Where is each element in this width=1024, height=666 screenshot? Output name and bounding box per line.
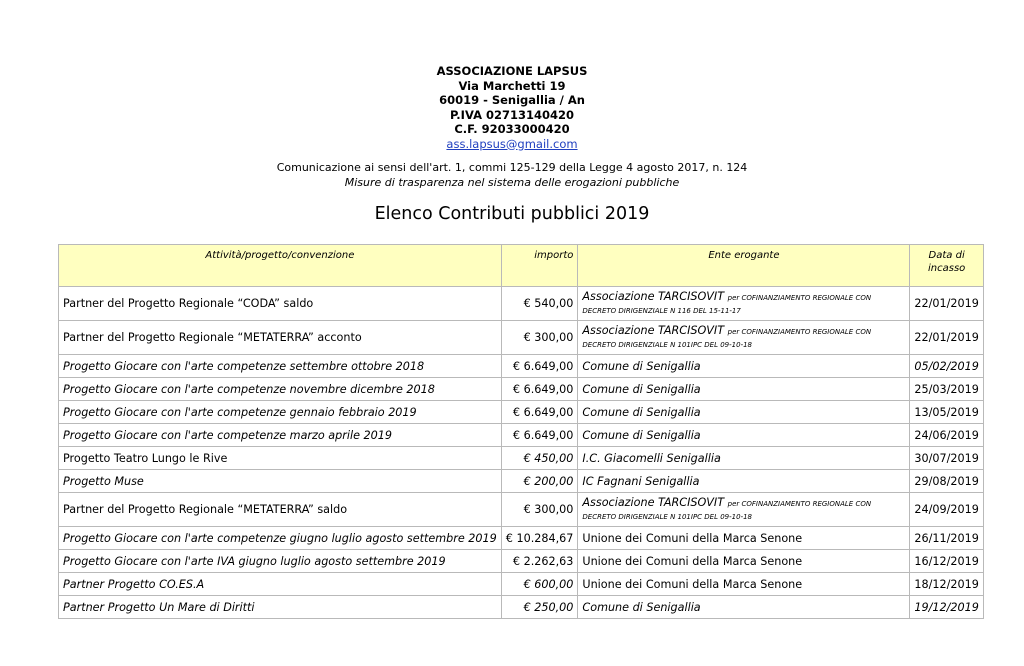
table-row: [59, 470, 984, 493]
org-email-link[interactable]: ass.lapsus@gmail.com: [446, 136, 578, 151]
cell-amount: € 200,00: [501, 470, 578, 493]
cell-date: 22/01/2019: [910, 321, 983, 355]
communication-subline: Misure di trasparenza nel sistema delle erogazioni pubbliche: [344, 176, 680, 189]
org-street: Via Marchetti 19: [458, 78, 566, 93]
cell-date: 05/02/2019: [910, 355, 983, 378]
cell-date: 25/03/2019: [910, 378, 983, 401]
organization-header: [0, 64, 1024, 151]
cell-activity: Partner del Progetto Regionale “METATERRA” acconto: [59, 321, 502, 355]
entity-note: DECRETO DIRIGENZIALE N 101IPC DEL 09-10-18: [582, 512, 752, 521]
cell-date: 19/12/2019: [910, 596, 983, 619]
header-date: [910, 245, 983, 287]
cell-entity: Unione dei Comuni della Marca Senone: [578, 550, 910, 573]
header-activity: Attività/progetto/convenzione: [59, 245, 502, 287]
cell-amount: € 540,00: [501, 287, 578, 321]
cell-entity: Comune di Senigallia: [578, 424, 910, 447]
cell-date: 29/08/2019: [910, 470, 983, 493]
cell-amount: € 300,00: [501, 321, 578, 355]
cell-date: 30/07/2019: [910, 447, 983, 470]
table-row: [59, 493, 984, 527]
cell-amount: € 450,00: [501, 447, 578, 470]
org-city: 60019 - Senigallia / An: [439, 93, 585, 107]
cell-date: 24/06/2019: [910, 424, 983, 447]
cell-date: 18/12/2019: [910, 573, 983, 596]
cell-entity: I.C. Giacomelli Senigallia: [578, 447, 910, 470]
header-entity: Ente erogante: [578, 245, 910, 287]
cell-date: 26/11/2019: [910, 527, 983, 550]
entity-note: DECRETO DIRIGENZIALE N 116 DEL 15-11-17: [582, 306, 741, 315]
entity-name: Associazione TARCISOVIT: [582, 323, 725, 337]
table-row: [59, 596, 984, 619]
header-date-line2: incasso: [928, 263, 966, 274]
cell-entity: IC Fagnani Senigallia: [578, 470, 910, 493]
table-row: [59, 401, 984, 424]
cell-activity: Progetto Teatro Lungo le Rive: [59, 447, 502, 470]
cell-amount: € 6.649,00: [501, 424, 578, 447]
contributions-table: [58, 244, 984, 619]
cell-activity: Progetto Giocare con l'arte IVA giugno luglio agosto settembre 2019: [59, 550, 502, 573]
table-row: [59, 424, 984, 447]
cell-activity: Progetto Giocare con l'arte competenze novembre dicembre 2018: [59, 378, 502, 401]
cell-activity: Partner Progetto Un Mare di Diritti: [59, 596, 502, 619]
cell-activity: Partner del Progetto Regionale “CODA” saldo: [59, 287, 502, 321]
cell-activity: Progetto Giocare con l'arte competenze marzo aprile 2019: [59, 424, 502, 447]
cell-entity: Comune di Senigallia: [578, 355, 910, 378]
page-title: Elenco Contributi pubblici 2019: [374, 204, 650, 224]
communication-line: Comunicazione ai sensi dell'art. 1, commi 125-129 della Legge 4 agosto 2017, n. 124: [276, 161, 748, 174]
header-date-line1: Data di: [928, 250, 965, 261]
org-name: ASSOCIAZIONE LAPSUS: [436, 64, 588, 78]
entity-note: per COFINANZIAMENTO REGIONALE CON: [727, 499, 872, 508]
entity-note: per COFINANZIAMENTO REGIONALE CON: [727, 327, 872, 336]
table-row: [59, 355, 984, 378]
entity-name: Associazione TARCISOVIT: [582, 495, 725, 509]
communication-note: [0, 160, 1024, 190]
cell-amount: € 600,00: [501, 573, 578, 596]
cell-entity: [578, 493, 910, 527]
table-row: [59, 321, 984, 355]
cell-entity: [578, 287, 910, 321]
cell-entity: Unione dei Comuni della Marca Senone: [578, 527, 910, 550]
cell-activity: Progetto Giocare con l'arte competenze giugno luglio agosto settembre 2019: [59, 527, 502, 550]
cell-entity: [578, 321, 910, 355]
table-row: [59, 447, 984, 470]
table-row: [59, 550, 984, 573]
table-row: [59, 378, 984, 401]
cell-activity: Progetto Giocare con l'arte competenze gennaio febbraio 2019: [59, 401, 502, 424]
org-piva: P.IVA 02713140420: [449, 107, 574, 122]
cell-entity: Unione dei Comuni della Marca Senone: [578, 573, 910, 596]
cell-amount: € 10.284,67: [501, 527, 578, 550]
table-row: [59, 527, 984, 550]
org-cf: C.F. 92033000420: [454, 122, 570, 136]
cell-activity: Partner del Progetto Regionale “METATERRA” saldo: [59, 493, 502, 527]
cell-activity: Progetto Muse: [59, 470, 502, 493]
cell-activity: Partner Progetto CO.ES.A: [59, 573, 502, 596]
cell-amount: € 6.649,00: [501, 355, 578, 378]
table-header-row: [59, 245, 984, 287]
table-row: [59, 287, 984, 321]
entity-name: Associazione TARCISOVIT: [582, 289, 725, 303]
cell-entity: Comune di Senigallia: [578, 596, 910, 619]
cell-date: 16/12/2019: [910, 550, 983, 573]
cell-entity: Comune di Senigallia: [578, 401, 910, 424]
cell-amount: € 250,00: [501, 596, 578, 619]
cell-amount: € 2.262,63: [501, 550, 578, 573]
cell-date: 24/09/2019: [910, 493, 983, 527]
cell-amount: € 6.649,00: [501, 378, 578, 401]
entity-note: per COFINANZIAMENTO REGIONALE CON: [727, 293, 872, 302]
cell-date: 13/05/2019: [910, 401, 983, 424]
table-row: [59, 573, 984, 596]
header-amount: importo: [501, 245, 578, 287]
cell-amount: € 6.649,00: [501, 401, 578, 424]
entity-note: DECRETO DIRIGENZIALE N 101IPC DEL 09-10-18: [582, 340, 752, 349]
cell-amount: € 300,00: [501, 493, 578, 527]
cell-entity: Comune di Senigallia: [578, 378, 910, 401]
cell-activity: Progetto Giocare con l'arte competenze settembre ottobre 2018: [59, 355, 502, 378]
cell-date: 22/01/2019: [910, 287, 983, 321]
